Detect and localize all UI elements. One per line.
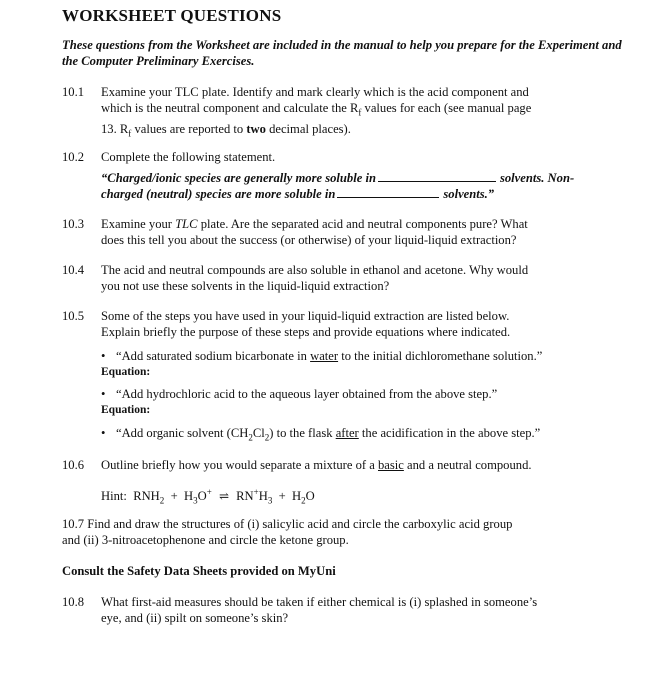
equilibrium-arrow-icon: ⇌ — [218, 489, 229, 504]
q101-line1: Examine your TLC plate. Identify and mark clearly which is the acid component and — [101, 85, 529, 99]
q103-line2: does this tell you about the success (or otherwise) of your liquid-liquid extraction? — [101, 233, 517, 247]
q102-stmt-line2: charged (neutral) species are more soluble in solvents.” — [101, 187, 495, 201]
question-number-10-6: 10.6 — [62, 458, 85, 472]
question-10-7 — [62, 516, 622, 548]
question-number-10-3: 10.3 — [62, 217, 85, 231]
equation-label-2: Equation: — [101, 404, 151, 416]
question-10-5 — [101, 308, 601, 340]
q107-line2: and (ii) 3-nitroacetophenone and circle the ketone group. — [62, 533, 349, 547]
q105-line2: Explain briefly the purpose of these steps and provide equations where indicated. — [101, 325, 511, 339]
bullet-item-1: • “Add saturated sodium bicarbonate in water to the initial dichloromethane solution.” — [101, 349, 543, 363]
question-number-10-8: 10.8 — [62, 595, 85, 609]
equation-label-1: Equation: — [101, 366, 151, 378]
page-title: WORKSHEET QUESTIONS — [62, 6, 282, 25]
question-number-10-5: 10.5 — [62, 309, 85, 323]
q103-line1: Examine your TLC plate. Are the separated acid and neutral components pure? What — [101, 217, 528, 231]
q108-line2: eye, and (ii) spilt on someone’s skin? — [101, 611, 289, 625]
question-number-10-2: 10.2 — [62, 150, 85, 164]
q101-line3: 13. $R_f$ values are reported to two decimal places). — [101, 121, 351, 139]
q104-line1: The acid and neutral compounds are also soluble in ethanol and acetone. Why would — [101, 263, 529, 277]
question-10-1 — [101, 84, 601, 141]
question-number-10-4: 10.4 — [62, 263, 85, 277]
q108-line1: What first-aid measures should be taken if either chemical is (i) splashed in someone’s — [101, 595, 538, 609]
question-10-4 — [101, 262, 601, 294]
q104-line2: you not use these solvents in the liquid-liquid extraction? — [101, 279, 390, 293]
q102-stmt-line1: “Charged/ionic species are generally more soluble in solvents. Non- — [101, 171, 575, 185]
answer-blank-2[interactable] — [337, 186, 439, 198]
bullet-icon: • — [101, 387, 106, 401]
answer-blank-1[interactable] — [378, 170, 496, 182]
question-10-6: Outline briefly how you would separate a mixture of a basic and a neutral compound. — [101, 458, 532, 472]
q105-line1: Some of the steps you have used in your liquid-liquid extraction are listed below. — [101, 309, 510, 323]
question-number-10-1: 10.1 — [62, 85, 85, 99]
question-10-8 — [101, 594, 611, 626]
question-10-3 — [101, 216, 601, 248]
safety-heading: Consult the Safety Data Sheets provided on MyUni — [62, 564, 336, 578]
bullet-item-2: • “Add hydrochloric acid to the aqueous layer obtained from the above step.” — [101, 387, 498, 401]
hint-equation: Hint: $RNH_2 + H_3O^+$ ⇌ $RN^+H_3 + H_2O$ — [101, 487, 315, 506]
bullet-icon: • — [101, 426, 106, 440]
q107-line1: 10.7 Find and draw the structures of (i) salicylic acid and circle the carboxylic acid group — [62, 517, 513, 531]
question-10-2-intro: Complete the following statement. — [101, 150, 276, 164]
bullet-item-3: • “Add organic solvent $(CH_2Cl_2)$ to the flask after the acidification in the above step.” — [101, 426, 541, 443]
question-10-2-statement — [101, 170, 601, 202]
intro-text: These questions from the Worksheet are included in the manual to help you prepare for the Experiment and the Computer Preliminary Exercises. — [62, 38, 622, 68]
bullet-icon: • — [101, 349, 106, 363]
q101-line2: which is the neutral component and calculate the $R_f$ values for each (see manual page — [101, 101, 532, 118]
